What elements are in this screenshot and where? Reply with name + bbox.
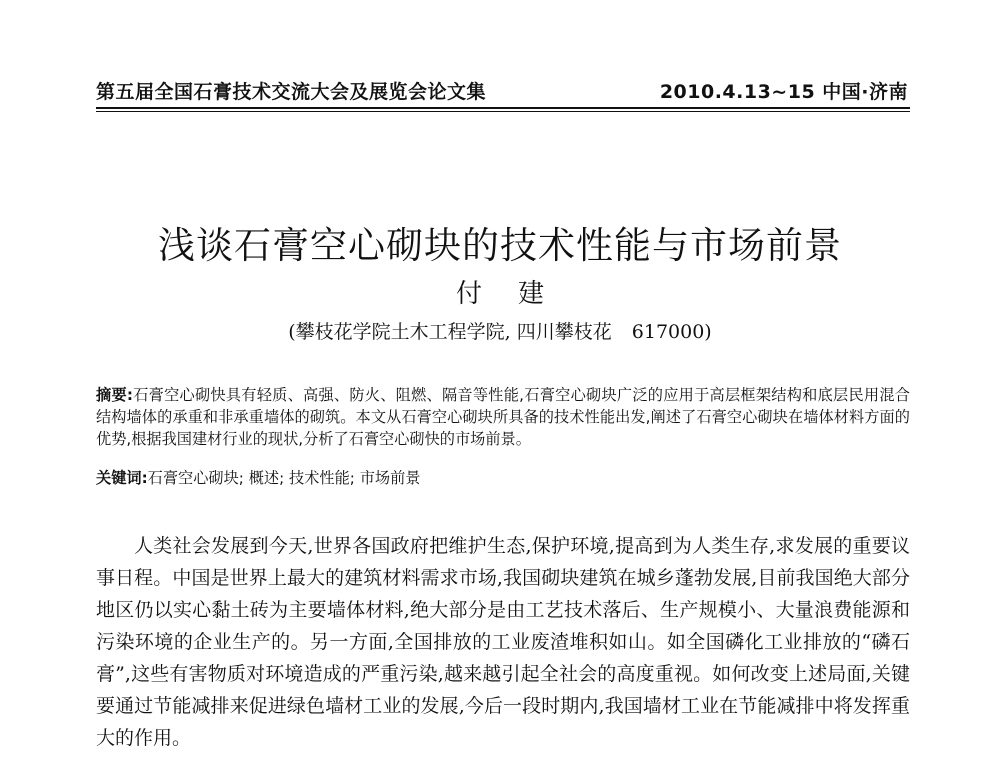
keywords <box>96 467 910 489</box>
abstract-label: 摘要: <box>96 386 133 404</box>
affiliation-text: (攀枝花学院土木工程学院, 四川攀枝花 <box>288 321 612 343</box>
header-date-location: 2010.4.13~15 中国·济南 <box>659 81 908 103</box>
paper-title: 浅谈石膏空心砌块的技术性能与市场前景 <box>158 224 842 267</box>
header-rule-thin <box>96 111 910 112</box>
paper-author: 付建 <box>455 279 580 309</box>
abstract-text: 石膏空心砌快具有轻质、高强、防火、阻燃、隔音等性能,石膏空心砌块广泛的应用于高层框架结构和底层民用混合结构墙体的承重和非承重墙体的砌筑。本文从石膏空心砌块所具备的技术性能出发,阐述了石膏空心砌块在墙体材料方面的优势,根据我国建材行业的现状,分析了石膏空心砌快的市场前景。 <box>96 386 910 448</box>
keywords-text: 石膏空心砌块; 概述; 技术性能; 市场前景 <box>147 469 421 487</box>
header-proceedings-title: 第五届全国石膏技术交流大会及展览会论文集 <box>96 81 487 103</box>
body-paragraph-1: 人类社会发展到今天,世界各国政府把维护生态,保护环境,提高到为人类生存,求发展的重要议事日程。中国是世界上最大的建筑材料需求市场,我国砌块建筑在城乡蓬勃发展,目前我国绝大部分地区仍以实心黏土砖为主要墙体材料,绝大部分是由工艺技术落后、生产规模小、大量浪费能源和污染环境的企业生产的。另一方面,全国排放的工业废渣堆积如山。如全国磷化工业排放的“磷石膏”,这些有害物质对环境造成的严重污染,越来越引起全社会的高度重视。如何改变上述局面,关键要通过节能减排来促进绿色墙材工业的发展,今后一段时期内,我国墙材工业在节能减排中将发挥重大的作用。 <box>96 535 910 749</box>
keywords-label: 关键词: <box>96 469 148 487</box>
running-header <box>96 74 908 104</box>
header-rule <box>96 107 910 109</box>
abstract <box>96 384 910 450</box>
affiliation-zip: 617000) <box>631 321 712 343</box>
author-affiliation <box>0 318 1000 346</box>
